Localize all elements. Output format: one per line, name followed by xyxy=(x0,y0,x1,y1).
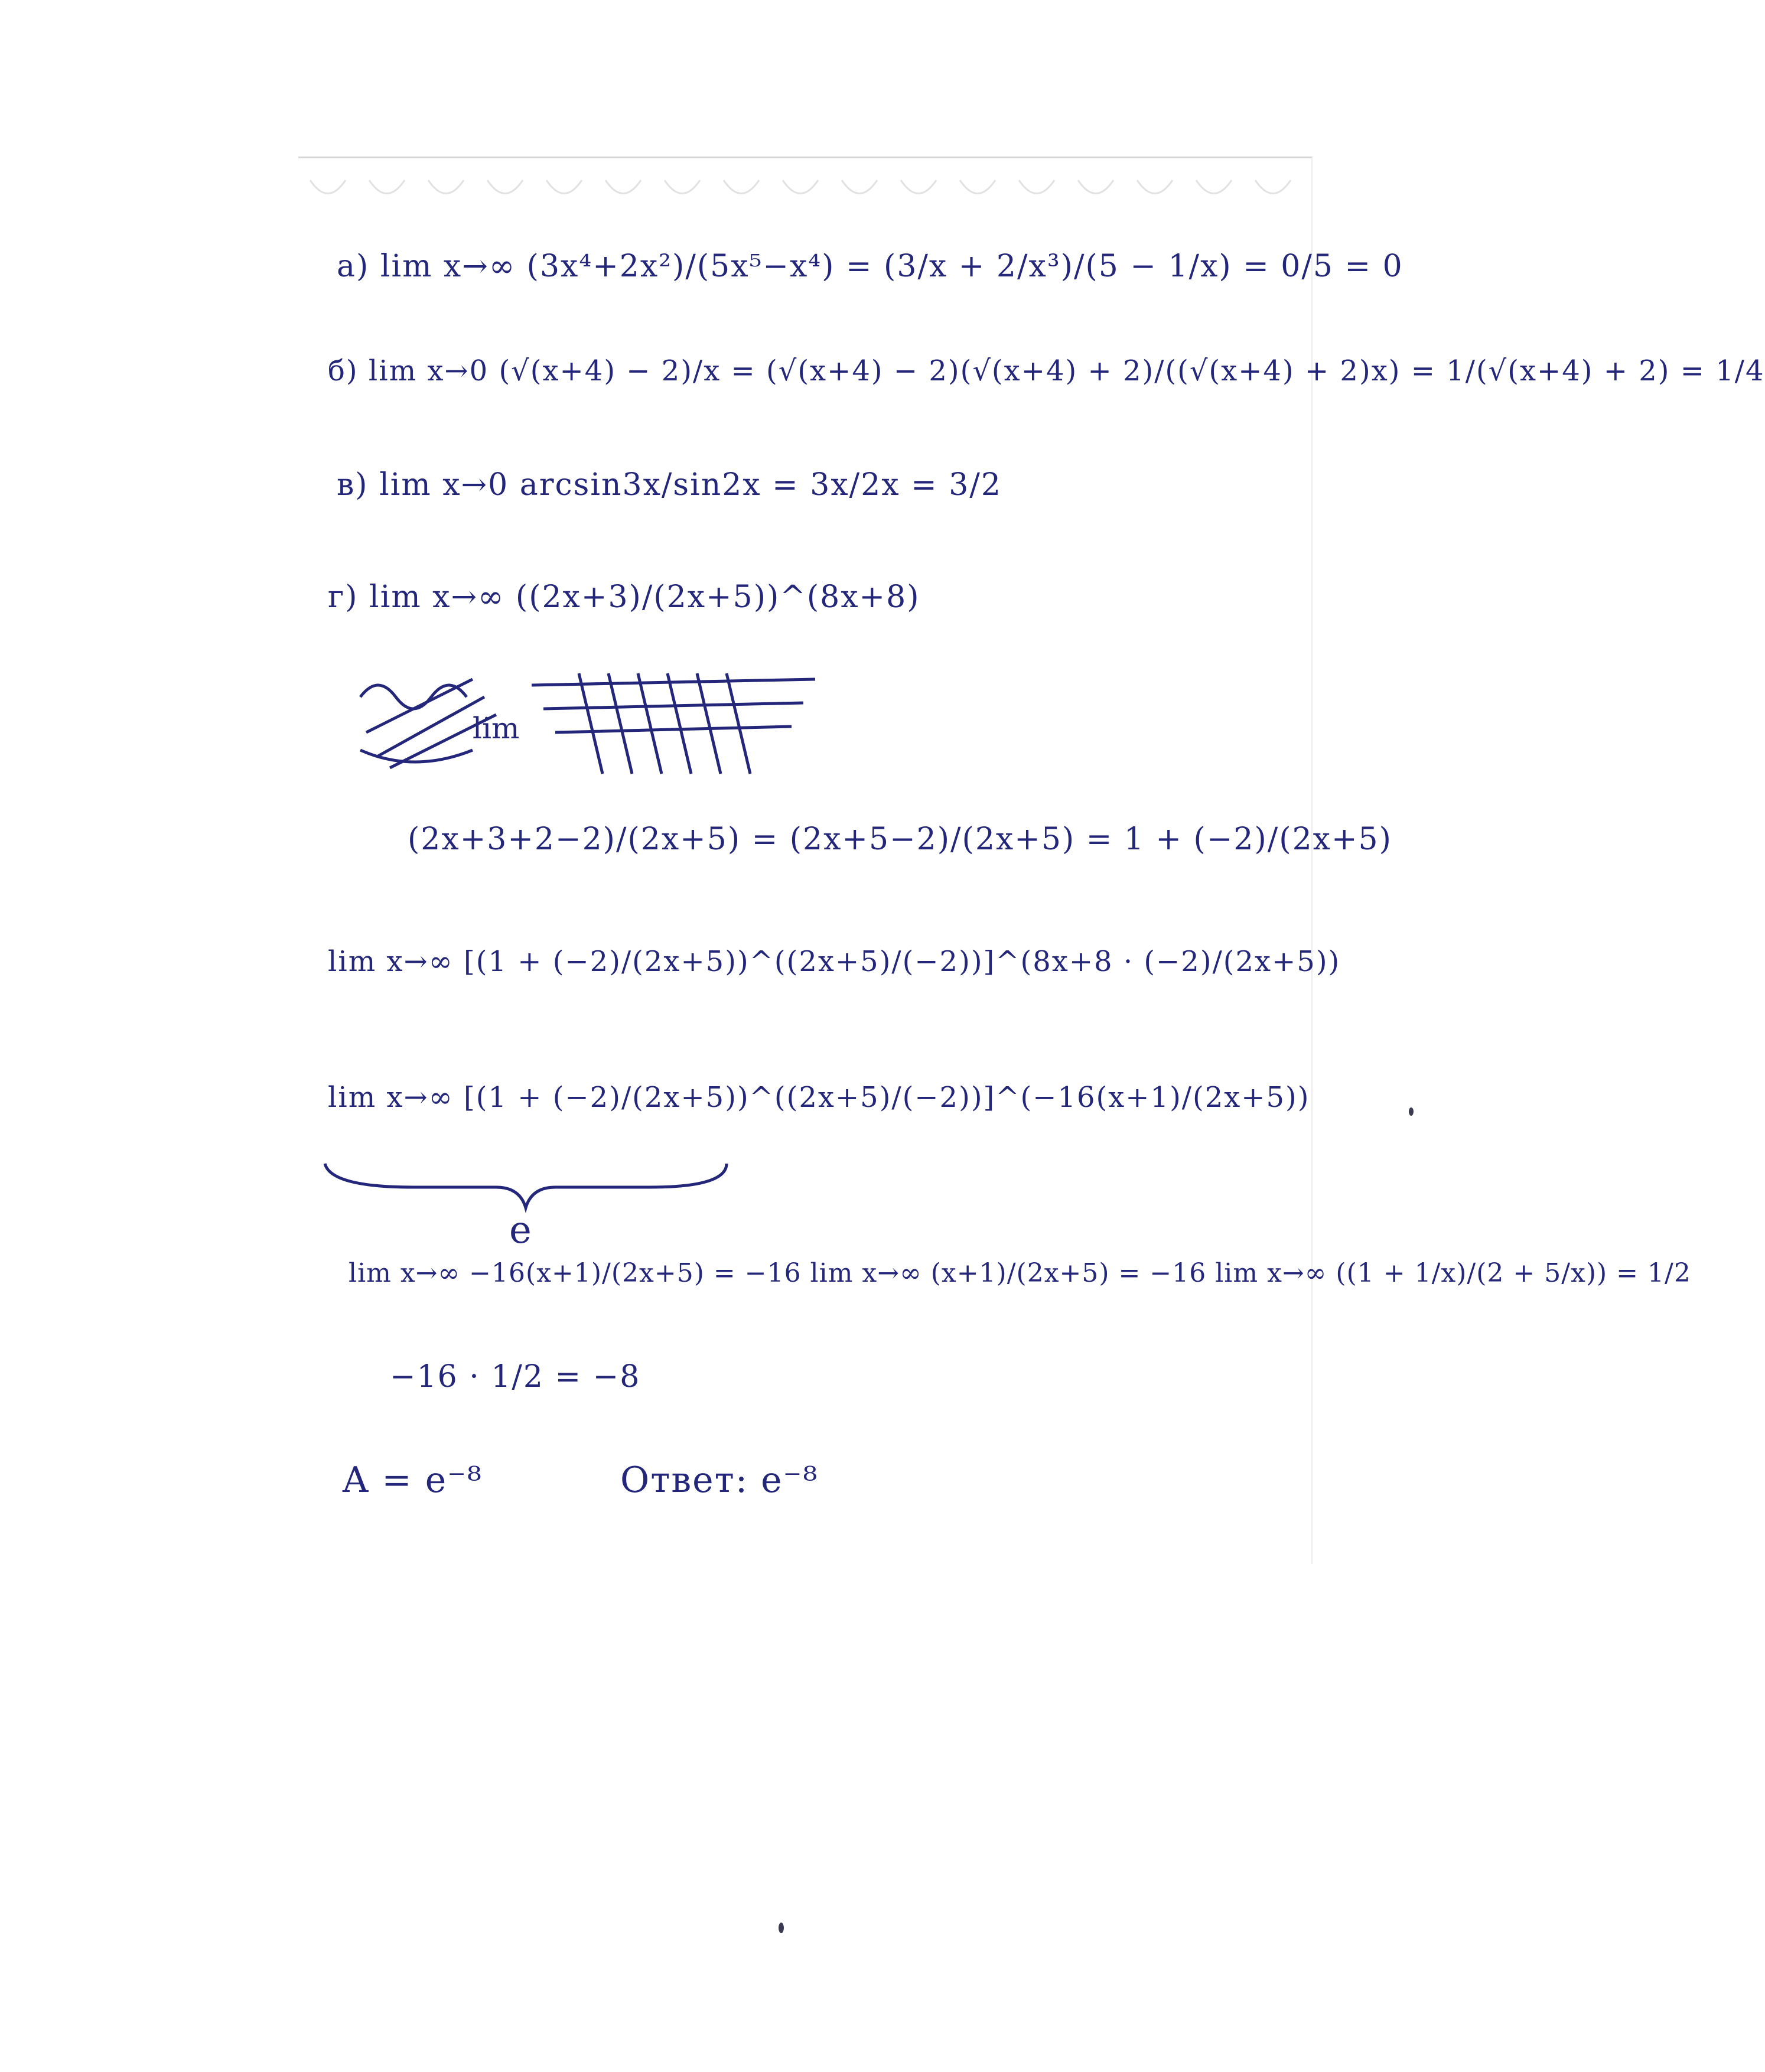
problem-a: а) lim x→∞ (3x⁴+2x²)/(5x⁵−x⁴) = (3/x + 2/x³)/(5 − 1/x) = 0/5 = 0 xyxy=(337,249,1403,284)
step-rewrite: (2x+3+2−2)/(2x+5) = (2x+5−2)/(2x+5) = 1 + (−2)/(2x+5) xyxy=(408,822,1392,857)
step-limit-exponent: lim x→∞ −16(x+1)/(2x+5) = −16 lim x→∞ (x+1)/(2x+5) = −16 lim x→∞ ((1 + 1/x)/(2 + 5/x)) = 1/2 xyxy=(349,1258,1691,1288)
scan-speck xyxy=(1409,1107,1414,1116)
brace-label-e: e xyxy=(509,1208,533,1252)
step-substitution: lim x→∞ [(1 + (−2)/(2x+5))^((2x+5)/(−2))]^(8x+8 · (−2)/(2x+5)) xyxy=(328,945,1341,978)
problem-b: б) lim x→0 (√(x+4) − 2)/x = (√(x+4) − 2)(√(x+4) + 2)/((√(x+4) + 2)x) = 1/(√(x+4) + 2) = 1/4 xyxy=(328,354,1765,387)
scan-speck xyxy=(779,1923,784,1933)
step-exponent: lim x→∞ [(1 + (−2)/(2x+5))^((2x+5)/(−2))]^(−16(x+1)/(2x+5)) xyxy=(328,1081,1310,1114)
result-a: A = e⁻⁸ xyxy=(343,1459,483,1501)
problem-v: в) lim x→0 arcsin3x/sin2x = 3x/2x = 3/2 xyxy=(337,467,1002,503)
svg-text:lim: lim xyxy=(473,711,520,745)
spiral-binding-holes xyxy=(298,168,1311,221)
crossed-out-scribble xyxy=(354,662,827,780)
curly-brace xyxy=(319,1158,732,1211)
problem-g: г) lim x→∞ ((2x+3)/(2x+5))^(8x+8) xyxy=(328,579,920,615)
step-product: −16 · 1/2 = −8 xyxy=(390,1359,641,1395)
answer: Ответ: e⁻⁸ xyxy=(620,1459,819,1501)
